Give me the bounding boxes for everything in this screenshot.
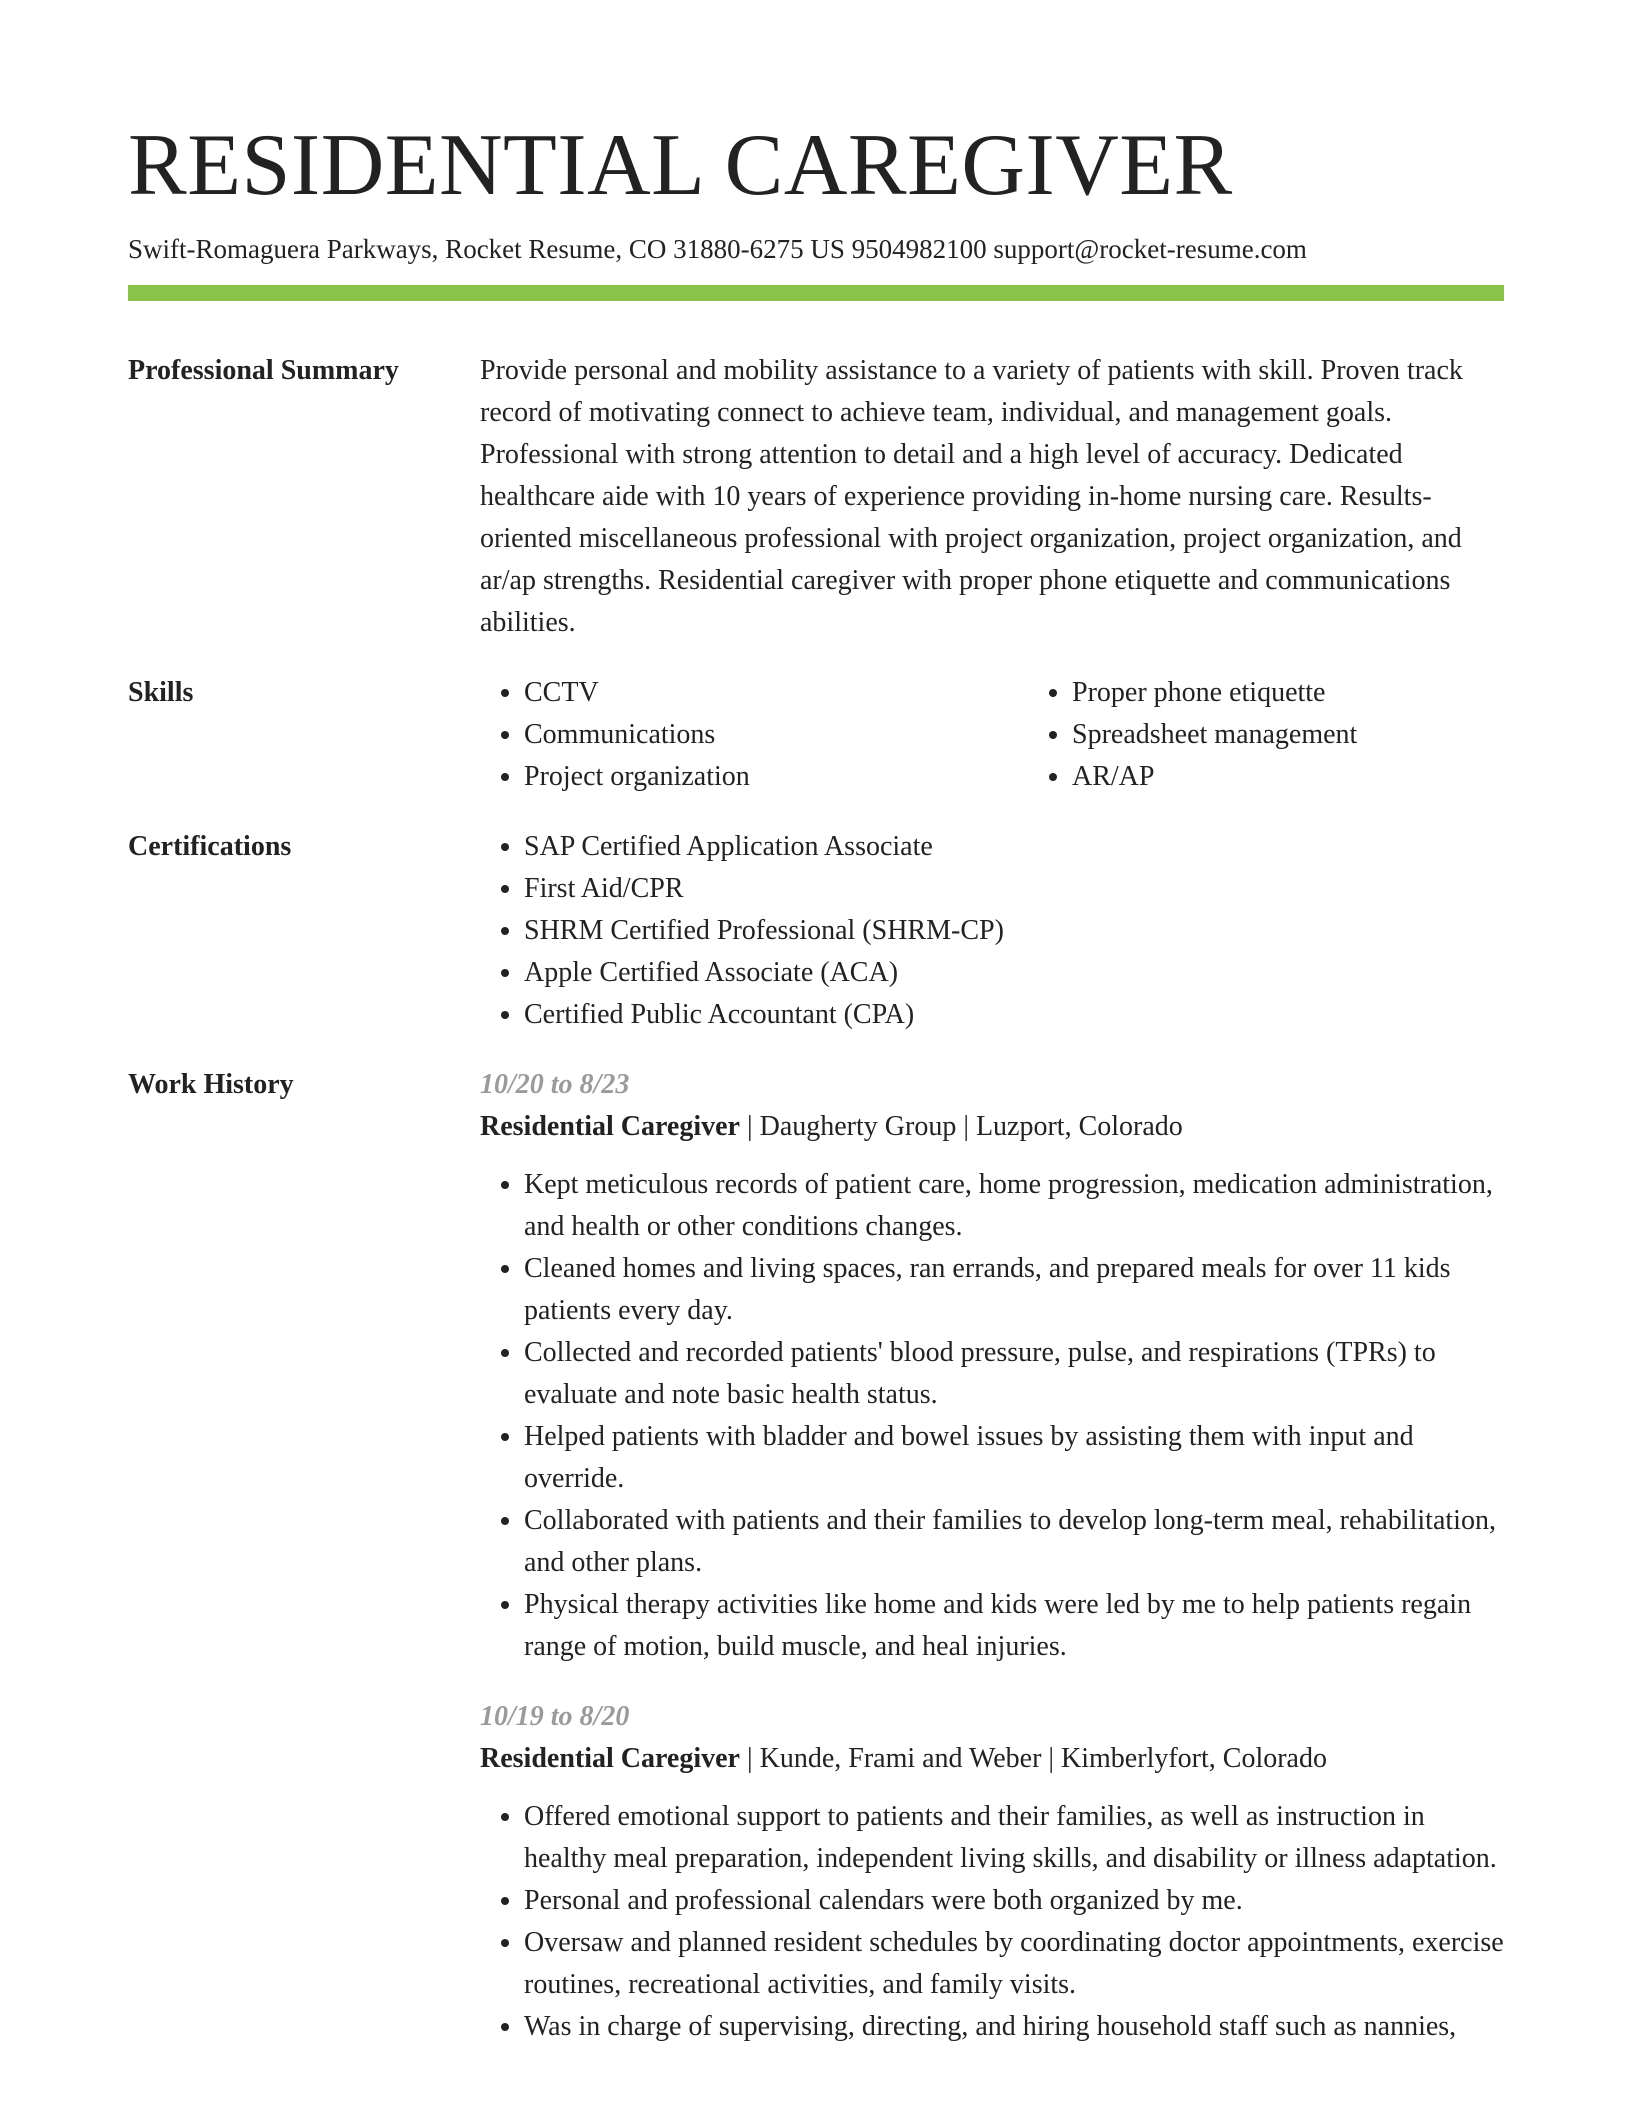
job-dates: 10/19 to 8/20 <box>480 1701 630 1732</box>
job-bullet: • Was in charge of supervising, directing, and hiring household staff such as nannies, <box>524 2006 1504 2048</box>
skill-item: • AR/AP <box>1072 756 1576 798</box>
job-company: Daugherty Group <box>759 1111 957 1142</box>
separator: | <box>739 1111 760 1142</box>
certifications-section <box>128 826 1504 1036</box>
job-bullet: • Helped patients with bladder and bowel issues by assisting them with input and override. <box>524 1416 1504 1500</box>
certifications-list <box>480 826 1504 1036</box>
certifications-heading: Certifications <box>128 831 292 862</box>
resume-sections <box>128 350 1504 2104</box>
skills-heading: Skills <box>128 677 194 708</box>
job-bullet: • Collected and recorded patients' blood pressure, pulse, and respirations (TPRs) to evaluate and note basic health status. <box>524 1332 1504 1416</box>
skills-list-left <box>480 672 1028 798</box>
certification-item: • Certified Public Accountant (CPA) <box>524 994 1504 1036</box>
separator: | <box>956 1111 976 1142</box>
skill-item: • Communications <box>524 714 1028 756</box>
summary-text: Provide personal and mobility assistance to a variety of patients with skill. Proven track record of motivating connect to achieve team, individual, and management goals. Professional with strong attention to detail and a high level of accuracy. Dedicated healthcare aide with 10 years of experience providing in-home nursing care. Results-oriented miscellaneous professional with project organization, project organization, and ar/ap strengths. Residential caregiver with proper phone etiquette and communications abilities. <box>480 355 1463 638</box>
summary-section <box>128 350 1504 644</box>
job-title: Residential Caregiver <box>480 1743 740 1774</box>
work-history-heading: Work History <box>128 1069 294 1100</box>
job-title: Residential Caregiver <box>480 1111 740 1142</box>
job-entry <box>480 1064 1504 1668</box>
job-location: Luzport, Colorado <box>975 1111 1183 1142</box>
job-bullet: • Oversaw and planned resident schedules by coordinating doctor appointments, exercise routines, recreational activities, and family visits. <box>524 1922 1504 2006</box>
certification-item: • First Aid/CPR <box>524 868 1504 910</box>
skill-item: • CCTV <box>524 672 1028 714</box>
job-bullet: • Kept meticulous records of patient care, home progression, medication administration, and health or other conditions changes. <box>524 1164 1504 1248</box>
separator: | <box>739 1743 760 1774</box>
skill-item: • Project organization <box>524 756 1028 798</box>
job-bullets <box>480 1796 1504 2048</box>
certification-item: • SAP Certified Application Associate <box>524 826 1504 868</box>
contact-line: Swift-Romaguera Parkways, Rocket Resume, CO 31880-6275 US 9504982100 support@rocket-resume.com <box>128 234 1307 264</box>
summary-heading: Professional Summary <box>128 355 399 386</box>
job-entry <box>480 1696 1504 2048</box>
skills-list-right <box>1028 672 1576 798</box>
resume-title: RESIDENTIAL CAREGIVER <box>128 117 1233 214</box>
certification-item: • SHRM Certified Professional (SHRM-CP) <box>524 910 1504 952</box>
job-bullet: • Offered emotional support to patients and their families, as well as instruction in healthy meal preparation, independent living skills, and disability or illness adaptation. <box>524 1796 1504 1880</box>
job-header <box>480 1106 1504 1148</box>
job-location: Kimberlyfort, Colorado <box>1061 1743 1327 1774</box>
job-bullets <box>480 1164 1504 1668</box>
work-history-section <box>128 1064 1504 2076</box>
job-dates: 10/20 to 8/23 <box>480 1069 630 1100</box>
job-bullet: • Collaborated with patients and their families to develop long-term meal, rehabilitation, and other plans. <box>524 1500 1504 1584</box>
job-bullet: • Cleaned homes and living spaces, ran errands, and prepared meals for over 11 kids patients every day. <box>524 1248 1504 1332</box>
header-divider <box>128 285 1504 301</box>
separator: | <box>1041 1743 1062 1774</box>
job-header <box>480 1738 1504 1780</box>
skill-item: • Spreadsheet management <box>1072 714 1576 756</box>
job-company: Kunde, Frami and Weber <box>759 1743 1042 1774</box>
certification-item: • Apple Certified Associate (ACA) <box>524 952 1504 994</box>
job-bullet: • Personal and professional calendars were both organized by me. <box>524 1880 1504 1922</box>
skill-item: • Proper phone etiquette <box>1072 672 1576 714</box>
skills-section <box>128 672 1504 798</box>
job-bullet: • Physical therapy activities like home and kids were led by me to help patients regain range of motion, build muscle, and heal injuries. <box>524 1584 1504 1668</box>
